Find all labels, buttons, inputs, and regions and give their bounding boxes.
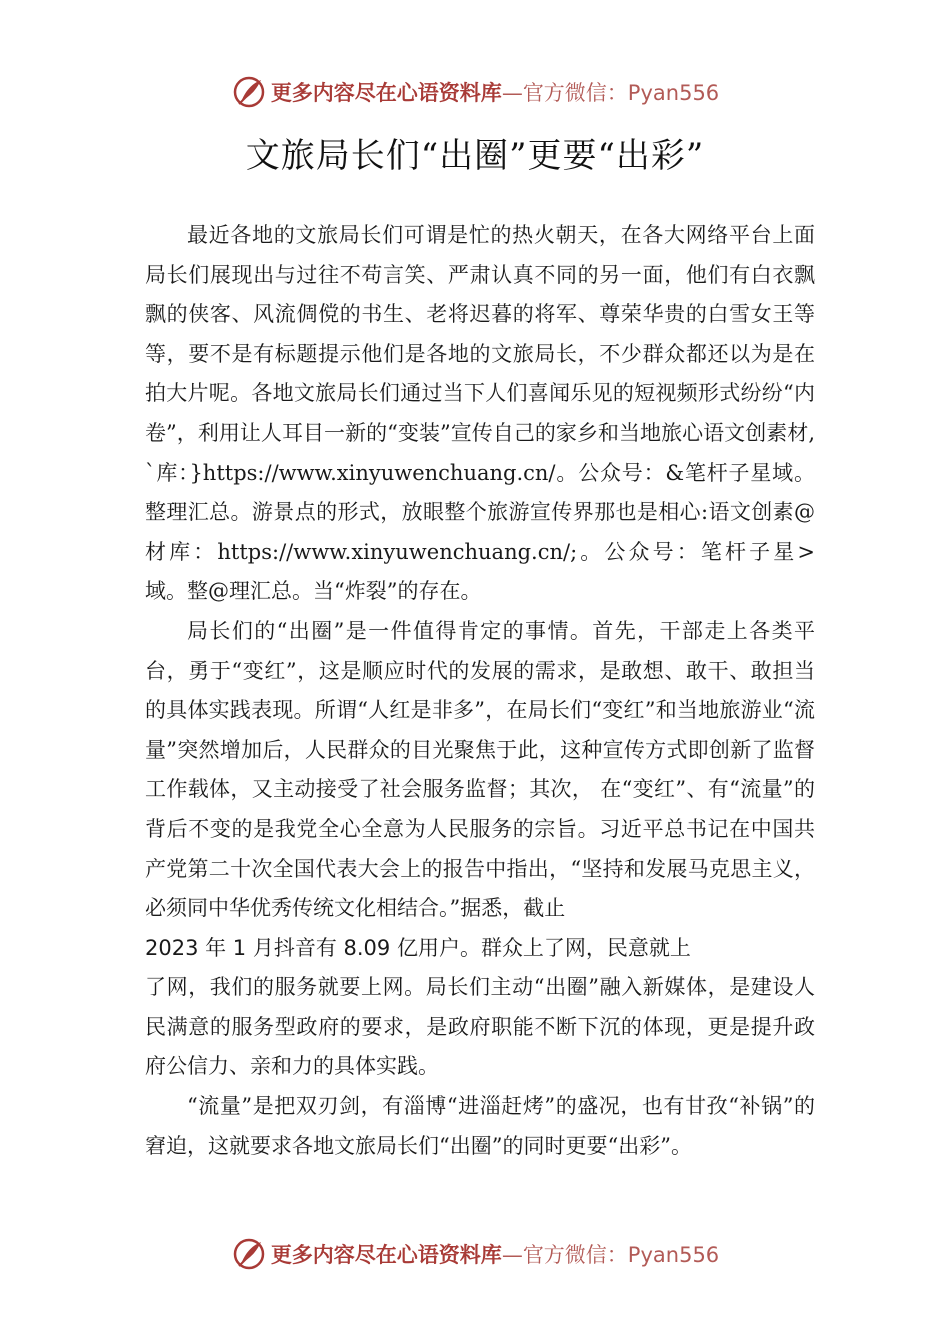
header-banner-rest: —官方微信：Pyan556 bbox=[501, 81, 720, 105]
header-banner-bold: 更多内容尽在心语资料库 bbox=[270, 81, 502, 105]
footer-banner bbox=[0, 1232, 950, 1276]
document-body bbox=[145, 216, 815, 1166]
footer-banner-bold: 更多内容尽在心语资料库 bbox=[270, 1243, 502, 1267]
paragraph-2: 局长们的“出圈”是一件值得肯定的事情。首先，干部走上各类平台，勇于“变红”，这是顺应时代的发展的需求，是敢想、敢干、敢担当的具体实践表现。所谓“人红是非多”，在局长们“变红”和当地旅游业“流量”突然增加后，人民群众的目光聚焦于此，这种宣传方式即创新了监督工作载体，又主动接受了社会服务监督；其次， 在“变红”、有“流量”的背后不变的是我党全心全意为人民服务的宗旨。习近平总书记在中国共产党第二十次全国代表大会上的报告中指出，“坚持和发展马克思主义，必须同中华优秀传统文化相结合。”据悉，截止 bbox=[145, 618, 815, 921]
footer-banner-text bbox=[271, 1239, 719, 1269]
document-title: 文旅局长们“出圈”更要“出彩” bbox=[245, 136, 705, 176]
paragraph-4: 了网，我们的服务就要上网。局长们主动“出圈”融入新媒体，是建设人民满意的服务型政府的要求，是政府职能不断下沉的体现，更是提升政府公信力、亲和力的具体实践。 bbox=[145, 975, 815, 1079]
footer-banner-rest: —官方微信：Pyan556 bbox=[501, 1243, 720, 1267]
feather-quill-logo-icon bbox=[231, 74, 267, 110]
paragraph-5: “流量”是把双刃剑，有淄博“进淄赶烤”的盛况，也有甘孜“补锅”的窘迫，这就要求各地文旅局长们“出圈”的同时更要“出彩”。 bbox=[145, 1094, 815, 1158]
header-banner-text bbox=[271, 77, 719, 107]
paragraph-1: 最近各地的文旅局长们可谓是忙的热火朝天，在各大网络平台上面局长们展现出与过往不苟言笑、严肃认真不同的另一面，他们有白衣飘飘的侠客、风流倜傥的书生、老将迟暮的将军、尊荣华贵的白雪女王等等，要不是有标题提示他们是各地的文旅局长，不少群众都还以为是在拍大片呢。各地文旅局长们通过当下人们喜闻乐见的短视频形式纷纷“内卷”，利用让人耳目一新的“变装”宣传自己的家乡和当地旅心语文创素材,`库：}https://www.xinyuwenchuang.cn/。公众号：&笔杆子星域。整理汇总。游景点的形式，放眼整个旅游宣传界那也是相心:语文创素@材库：https://www.xinyuwenchuang.cn/;。公众号：笔杆子星>域。整@理汇总。当“炸裂”的存在。 bbox=[145, 223, 815, 604]
footer-feather-quill-logo-icon bbox=[231, 1236, 267, 1272]
paragraph-3: 2023 年 1 月抖音有 8.09 亿用户。群众上了网，民意就上 bbox=[145, 935, 691, 960]
header-banner bbox=[0, 70, 950, 114]
